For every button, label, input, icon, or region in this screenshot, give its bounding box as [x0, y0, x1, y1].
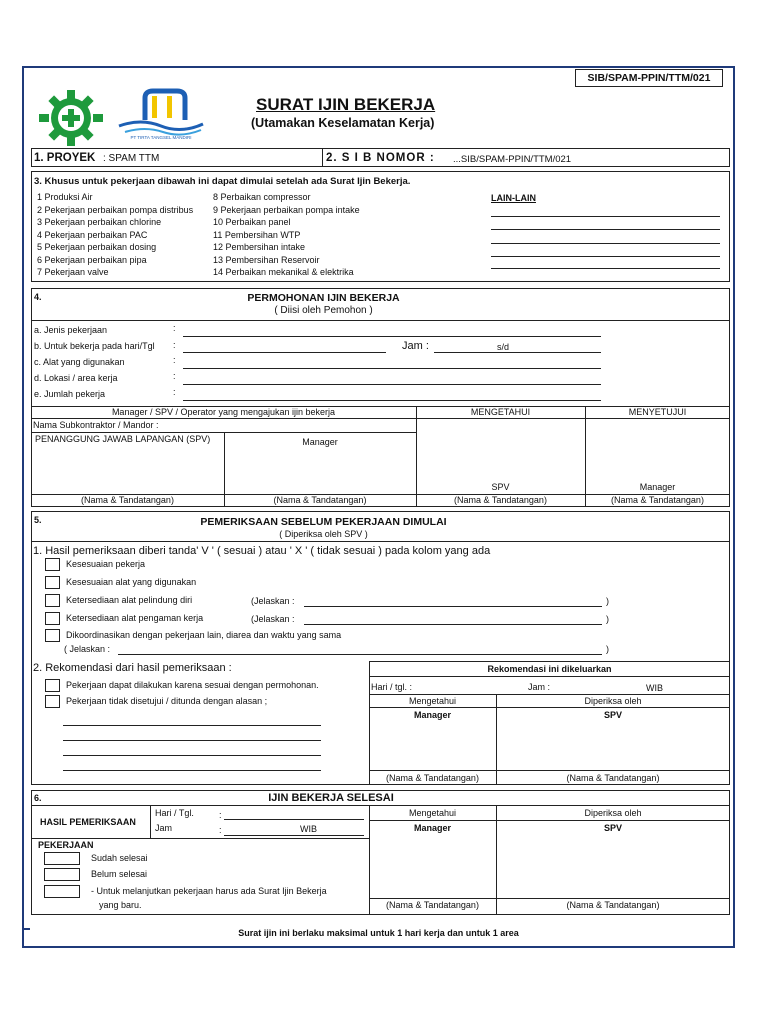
s5-item1: 1. Hasil pemeriksaan diberi tanda' V ' ( sesuai ) atau ' X ' ( tidak sesuai ) pada kolom yang ada — [33, 545, 491, 557]
sign-1[interactable]: (Nama & Tandatangan) — [81, 495, 174, 505]
form-title: SURAT IJIN BEKERJA — [256, 95, 436, 114]
job-item: 4 Pekerjaan perbaikan PAC — [37, 229, 148, 240]
check-label: Dikoordinasikan dengan pekerjaan lain, diarea dan waktu yang sama — [66, 630, 342, 640]
lanjut-label-1: - Untuk melanjutkan pekerjaan harus ada Surat Ijin Bekerja — [91, 886, 327, 896]
rek-manager: Manager — [413, 710, 451, 720]
check-box[interactable] — [45, 612, 60, 625]
job-item: 9 Pekerjaan perbaikan pompa intake — [213, 204, 360, 215]
sib-value[interactable]: ...SIB/SPAM-PPIN/TTM/021 — [453, 154, 572, 165]
check-label: Ketersediaan alat pelindung diri — [66, 595, 193, 605]
sign-2[interactable]: (Nama & Tandatangan) — [273, 495, 367, 505]
company-name: PT TIRTA TANGSEL MANDIRI — [130, 135, 192, 140]
hari-field[interactable] — [183, 352, 386, 353]
job-item: 7 Pekerjaan valve — [37, 267, 109, 277]
rek-spv: SPV — [603, 710, 622, 720]
pekerjaan-label: PEKERJAAN — [38, 840, 94, 850]
job-item: 6 Pekerjaan perbaikan pipa — [37, 254, 147, 265]
manager2-label: Manager — [639, 482, 676, 492]
s6-num: 6. — [34, 793, 42, 803]
s5-subtitle: ( Diperiksa oleh SPV ) — [279, 529, 368, 539]
job-item: 3 Pekerjaan perbaikan chlorine — [37, 217, 162, 227]
lain-line-3[interactable] — [491, 243, 720, 244]
proyek-value[interactable]: : SPAM TTM — [103, 153, 160, 164]
rekomendasi-box — [369, 661, 730, 785]
lanjut-checkbox[interactable] — [44, 885, 80, 898]
company-logo — [115, 88, 207, 144]
jenis-label: a. Jenis pekerjaan — [34, 325, 108, 335]
job-item: 14 Perbaikan mekanikal & elektrika — [213, 267, 354, 277]
alasan-line-3[interactable] — [63, 755, 321, 756]
job-item: 5 Pekerjaan perbaikan dosing — [37, 242, 157, 252]
rek-sign-1[interactable]: (Nama & Tandatangan) — [386, 773, 479, 783]
rek-sign-2[interactable]: (Nama & Tandatangan) — [566, 773, 660, 783]
doc-code: SIB/SPAM-PPIN/TTM/021 — [587, 72, 711, 84]
job-item: 8 Perbaikan compressor — [213, 192, 311, 202]
lanjut-label-2: yang baru. — [99, 900, 142, 910]
check-label: Kesesuaian pekerja — [66, 559, 146, 569]
s5-title: PEMERIKSAAN SEBELUM PEKERJAAN DIMULAI — [200, 516, 447, 528]
pj-label: PENANGGUNG JAWAB LAPANGAN (SPV) — [35, 434, 211, 444]
jenis-field[interactable] — [183, 336, 601, 337]
rec-checkbox[interactable] — [45, 679, 60, 692]
job-item: 11 Pembersihan WTP — [213, 229, 301, 240]
jumlah-field[interactable] — [183, 400, 601, 401]
check-box[interactable] — [45, 558, 60, 571]
job-item: 2 Pekerjaan perbaikan pompa distribus — [37, 204, 194, 215]
job-item: 13 Pembersihan Reservoir — [213, 254, 320, 265]
jelaskan-field-3[interactable] — [118, 654, 602, 655]
k3-logo — [36, 88, 106, 148]
s6-sign-2[interactable]: (Nama & Tandatangan) — [566, 900, 660, 910]
jelaskan-field-1[interactable] — [304, 606, 602, 607]
lain-line-1[interactable] — [491, 216, 720, 217]
jumlah-label: e. Jumlah pekerja — [34, 389, 106, 399]
jam-field[interactable] — [434, 352, 601, 353]
hari-label: b. Untuk bekerja pada hari/Tgl — [34, 341, 155, 351]
sudah-checkbox[interactable] — [44, 852, 80, 865]
alasan-line-1[interactable] — [63, 725, 321, 726]
lain-label: LAIN-LAIN — [491, 193, 536, 203]
s4-title: PERMOHONAN IJIN BEKERJA — [247, 292, 400, 304]
subkon-label: Nama Subkontraktor / Mandor : — [33, 420, 159, 430]
s6-title: IJIN BEKERJA SELESAI — [268, 792, 394, 804]
footer-note: Surat ijin ini berlaku maksimal untuk 1 hari kerja dan untuk 1 area — [238, 928, 519, 938]
lokasi-label: d. Lokasi / area kerja — [34, 373, 118, 383]
alasan-line-2[interactable] — [63, 740, 321, 741]
sign-3[interactable]: (Nama & Tandatangan) — [454, 495, 547, 505]
mgr-header: Manager / SPV / Operator yang mengajukan ijin bekerja — [111, 407, 336, 417]
s3-heading: 3. Khusus untuk pekerjaan dibawah ini dapat dimulai setelah ada Surat Ijin Bekerja. — [34, 176, 411, 187]
check-box[interactable] — [45, 629, 60, 642]
sib-label: 2. S I B NOMOR : — [326, 152, 435, 164]
belum-label: Belum selesai — [91, 869, 148, 879]
check-box[interactable] — [45, 594, 60, 607]
check-label: Ketersediaan alat pengaman kerja — [66, 613, 204, 623]
rec-label: Pekerjaan dapat dilakukan karena sesuai dengan permohonan. — [66, 680, 319, 690]
s6-hari-field[interactable] — [224, 819, 364, 820]
s6-spv: SPV — [603, 823, 622, 833]
job-item: 10 Perbaikan panel — [213, 217, 291, 227]
menyetujui-header: MENYETUJUI — [628, 407, 687, 417]
s6-jam-field[interactable] — [224, 835, 364, 836]
s5-num: 5. — [34, 515, 42, 525]
manager-label: Manager — [302, 437, 338, 447]
belum-checkbox[interactable] — [44, 868, 80, 881]
job-item: 12 Pembersihan intake — [213, 242, 306, 252]
job-item: 1 Produksi Air — [37, 192, 93, 202]
sudah-label: Sudah selesai — [91, 853, 148, 863]
check-label: Kesesuaian alat yang digunakan — [66, 577, 197, 587]
spv-label: SPV — [491, 482, 510, 492]
check-box[interactable] — [45, 576, 60, 589]
s5-item2: 2. Rekomendasi dari hasil pemeriksaan : — [33, 662, 232, 674]
rek-title: Rekomendasi ini dikeluarkan — [487, 664, 612, 674]
proyek-label: 1. PROYEK — [34, 152, 96, 164]
s4-num: 4. — [34, 292, 42, 302]
lain-line-2[interactable] — [491, 229, 720, 230]
s6-manager: Manager — [413, 823, 451, 833]
s6-sign-1[interactable]: (Nama & Tandatangan) — [386, 900, 479, 910]
alat-field[interactable] — [183, 368, 601, 369]
jelaskan-field-2[interactable] — [304, 624, 602, 625]
rec-label: Pekerjaan tidak disetujui / ditunda dengan alasan ; — [66, 696, 268, 706]
s4-subtitle: ( Diisi oleh Pemohon ) — [274, 305, 373, 316]
mengetahui-header: MENGETAHUI — [470, 407, 531, 417]
lain-line-5[interactable] — [491, 268, 720, 269]
rek-hari[interactable]: Hari / tgl. : — [371, 682, 413, 692]
alasan-line-4[interactable] — [63, 770, 321, 771]
lokasi-field[interactable] — [183, 384, 601, 385]
hasil-label: HASIL PEMERIKSAAN — [40, 817, 136, 827]
lain-line-4[interactable] — [491, 256, 720, 257]
rek-jam[interactable]: Jam : — [528, 682, 551, 692]
sign-4[interactable]: (Nama & Tandatangan) — [611, 495, 704, 505]
rec-checkbox[interactable] — [45, 695, 60, 708]
alat-label: c. Alat yang digunakan — [34, 357, 125, 367]
form-subtitle: (Utamakan Keselamatan Kerja) — [251, 116, 435, 130]
